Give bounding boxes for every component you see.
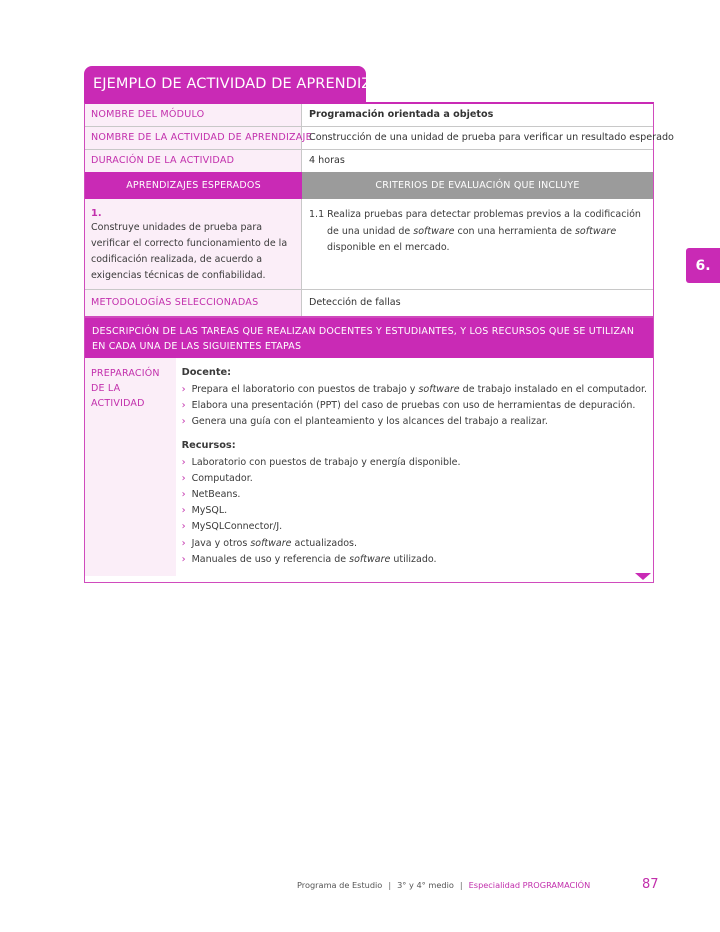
criteria-item bbox=[309, 207, 646, 257]
methodology-label: METODOLOGÍAS SELECCIONADAS bbox=[85, 290, 302, 316]
list-item: › NetBeans. bbox=[182, 487, 647, 503]
learning-number: 1. bbox=[91, 208, 102, 219]
resources-heading: Recursos: bbox=[181, 439, 236, 451]
resources-list bbox=[182, 455, 647, 568]
description-header: DESCRIPCIÓN DE LAS TAREAS QUE REALIZAN DOCENTES Y ESTUDIANTES, Y LOS RECURSOS QUE SE UTILIZAN EN CADA UNA DE LAS SIGUIENTES ETAPAS bbox=[85, 316, 653, 358]
chevron-right-icon: › bbox=[181, 489, 186, 501]
list-item: › MySQLConnector/J. bbox=[182, 519, 647, 535]
module-row bbox=[85, 104, 653, 127]
activity-table bbox=[84, 102, 674, 583]
chapter-tab: 6. bbox=[686, 248, 720, 283]
duration-label: DURACIÓN DE LA ACTIVIDAD bbox=[85, 150, 302, 172]
chevron-right-icon: › bbox=[181, 505, 186, 517]
list-item: › Java y otros software actualizados. bbox=[182, 536, 647, 552]
learning-criteria-header bbox=[85, 172, 653, 199]
footer-separator: | bbox=[459, 880, 463, 890]
criteria-italic: software bbox=[413, 225, 455, 237]
stage-content bbox=[176, 358, 653, 582]
criteria-text: con una herramienta de bbox=[454, 225, 575, 237]
footer-separator: | bbox=[388, 880, 392, 890]
preparation-row bbox=[85, 358, 653, 582]
list-item: › Prepara el laboratorio con puestos de trabajo y software de trabajo instalado en el computador. bbox=[182, 382, 647, 398]
criteria-text: Realiza pruebas para detectar problemas previos a la codificación de una unidad de bbox=[327, 209, 641, 237]
methodology-value: Detección de fallas bbox=[309, 297, 401, 308]
page-footer bbox=[297, 877, 659, 892]
list-item: › MySQL. bbox=[182, 503, 647, 519]
page-title: EJEMPLO DE ACTIVIDAD DE APRENDIZAJE bbox=[84, 66, 366, 102]
learning-row bbox=[85, 199, 653, 290]
list-item: › Genera una guía con el planteamiento y los alcances del trabajo a realizar. bbox=[182, 414, 647, 430]
chevron-right-icon: › bbox=[181, 472, 186, 484]
criteria-header: CRITERIOS DE EVALUACIÓN QUE INCLUYE bbox=[302, 172, 653, 199]
duration-value: 4 horas bbox=[309, 155, 345, 166]
chevron-right-icon: › bbox=[181, 456, 186, 468]
chevron-right-icon: › bbox=[181, 553, 186, 565]
learning-cell bbox=[85, 199, 302, 289]
methodology-row bbox=[85, 290, 653, 316]
module-value: Programación orientada a objetos bbox=[309, 109, 494, 120]
footer-grades: 3° y 4° medio bbox=[397, 880, 454, 890]
chevron-right-icon: › bbox=[181, 384, 186, 395]
chevron-right-icon: › bbox=[181, 537, 186, 549]
stage-label: PREPARACIÓN DE LA ACTIVIDAD bbox=[85, 358, 176, 576]
criteria-text: disponible en el mercado. bbox=[327, 242, 450, 253]
learnings-header: APRENDIZAJES ESPERADOS bbox=[85, 172, 302, 199]
module-label: NOMBRE DEL MÓDULO bbox=[85, 104, 302, 126]
list-item: › Laboratorio con puestos de trabajo y energía disponible. bbox=[182, 455, 647, 471]
teacher-heading: Docente: bbox=[181, 367, 232, 378]
footer-program: Programa de Estudio bbox=[297, 880, 383, 890]
activity-value: Construcción de una unidad de prueba para verificar un resultado esperado bbox=[309, 132, 674, 143]
chevron-right-icon: › bbox=[181, 400, 186, 412]
list-item: › Manuales de uso y referencia de software utilizado. bbox=[182, 552, 647, 568]
activity-label: NOMBRE DE LA ACTIVIDAD DE APRENDIZAJE bbox=[85, 127, 302, 149]
learning-text: Construye unidades de prueba para verificar el correcto funcionamiento de la codificación realizada, de acuerdo a exigencias técnicas de confiabilidad. bbox=[91, 222, 288, 281]
chevron-right-icon: › bbox=[181, 521, 186, 533]
duration-row bbox=[85, 150, 653, 172]
activity-row bbox=[85, 127, 674, 150]
criteria-cell bbox=[302, 199, 653, 289]
page-number: 87 bbox=[642, 877, 659, 892]
teacher-list bbox=[182, 382, 647, 431]
list-item: › Computador. bbox=[182, 471, 647, 487]
criteria-number: 1.1 bbox=[309, 209, 325, 220]
activity-page bbox=[84, 66, 674, 583]
footer-specialty: Especialidad PROGRAMACIÓN bbox=[468, 880, 591, 890]
continue-arrow-icon bbox=[635, 573, 651, 580]
list-item: › Elabora una presentación (PPT) del caso de pruebas con uso de herramientas de depuración. bbox=[182, 398, 647, 414]
criteria-italic: software bbox=[574, 225, 617, 237]
chevron-right-icon: › bbox=[181, 416, 186, 428]
